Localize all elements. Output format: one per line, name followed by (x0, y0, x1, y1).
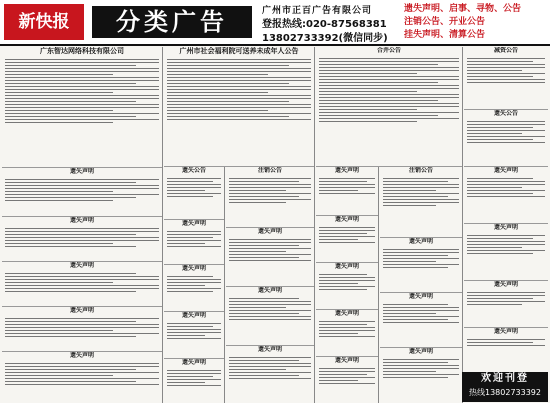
notice-title: 遗失声明 (181, 359, 206, 366)
notice (464, 281, 548, 328)
notice (464, 47, 548, 110)
notice (380, 167, 462, 238)
notice (316, 263, 378, 310)
column-3-top (164, 47, 315, 167)
column-6 (464, 47, 548, 403)
notice-title: 遗失声明 (181, 265, 206, 272)
notice-title: 广州市社会福利院可送养未成年人公告 (179, 47, 299, 55)
service-list (404, 3, 548, 42)
notice (380, 293, 462, 348)
notice-title: 遗失声明 (493, 167, 518, 174)
notice (2, 352, 162, 403)
notice-title: 遗失声明 (69, 262, 94, 269)
notice-title: 遗失声明 (408, 293, 433, 300)
notice (2, 307, 162, 352)
notice-title: 遗失声明 (257, 228, 282, 235)
notice-title: 遗失声明 (334, 216, 359, 223)
notice (380, 348, 462, 403)
notice (464, 110, 548, 167)
notice-title: 遗失声明 (69, 352, 94, 359)
service-line: 注销公告、开业公告 (404, 17, 486, 27)
notice-title: 广东智达网络科技有限公司 (40, 47, 124, 55)
notice-title: 遗失声明 (493, 328, 518, 335)
notice-title: 遗失声明 (69, 307, 94, 314)
notice (316, 357, 378, 403)
notice (164, 167, 224, 220)
company-name: 广州市正百广告有限公司 (262, 6, 373, 16)
service-line: 遗失声明、启事、寻物、公告 (404, 4, 522, 14)
notice (226, 167, 314, 228)
notice-title: 遗失公告 (493, 110, 518, 117)
service-line: 挂失声明、清算公告 (404, 30, 486, 40)
column-5-top (316, 47, 463, 167)
notice-body (316, 55, 462, 125)
notice-title: 合并公告 (376, 47, 401, 54)
notice-body (2, 56, 162, 126)
notice (164, 220, 224, 265)
hotline: 登报热线:020-87568381 (262, 19, 387, 30)
notice-body (164, 56, 314, 123)
notice-title: 遗失声明 (408, 348, 433, 355)
notice-title: 遗失声明 (181, 220, 206, 227)
notice (380, 238, 462, 293)
notice-title: 减资公告 (493, 47, 518, 54)
notice-title: 遗失声明 (334, 310, 359, 317)
wechat-number: 13802733392(微信同步) (262, 33, 388, 44)
notice (464, 328, 548, 368)
notice-title: 遗失声明 (257, 346, 282, 353)
column-3 (226, 167, 315, 403)
notice (2, 262, 162, 307)
newspaper-logo: 新快报 (4, 4, 84, 40)
notice-title: 遗失声明 (493, 281, 518, 288)
notice-title: 遗失声明 (69, 217, 94, 224)
notice-title: 遗失声明 (181, 312, 206, 319)
footer-ad-phone: 热线13802733392 (469, 388, 541, 397)
footer-ad-title: 欢迎刊登 (481, 373, 529, 384)
notice (316, 310, 378, 357)
notice-title: 遗失公告 (181, 167, 206, 174)
notice (226, 287, 314, 346)
notice (226, 346, 314, 403)
notice (164, 47, 314, 167)
notice-title: 遗失声明 (334, 263, 359, 270)
notice-title: 注销公告 (257, 167, 282, 174)
column-1 (2, 47, 163, 403)
column-4 (316, 167, 379, 403)
notice (164, 265, 224, 312)
page-header (0, 0, 550, 44)
footer-ad (462, 372, 548, 402)
notice (164, 312, 224, 359)
notice (464, 167, 548, 224)
notice-title: 遗失声明 (334, 357, 359, 364)
notice (316, 167, 378, 216)
notice (2, 47, 162, 168)
column-5 (380, 167, 463, 403)
notice-title: 遗失声明 (257, 287, 282, 294)
notice-title: 注销公告 (408, 167, 433, 174)
notice-title: 遗失声明 (69, 168, 94, 175)
notice-title: 遗失声明 (334, 167, 359, 174)
notice (2, 168, 162, 217)
notice (316, 47, 462, 167)
notice (316, 216, 378, 263)
notice-title: 遗失声明 (408, 238, 433, 245)
notice (464, 224, 548, 281)
column-2 (164, 167, 225, 403)
notice-title: 遗失声明 (493, 224, 518, 231)
notice (164, 359, 224, 403)
header-divider (0, 44, 550, 46)
notice (226, 228, 314, 287)
notice (2, 217, 162, 262)
section-title: 分类广告 (92, 6, 252, 38)
